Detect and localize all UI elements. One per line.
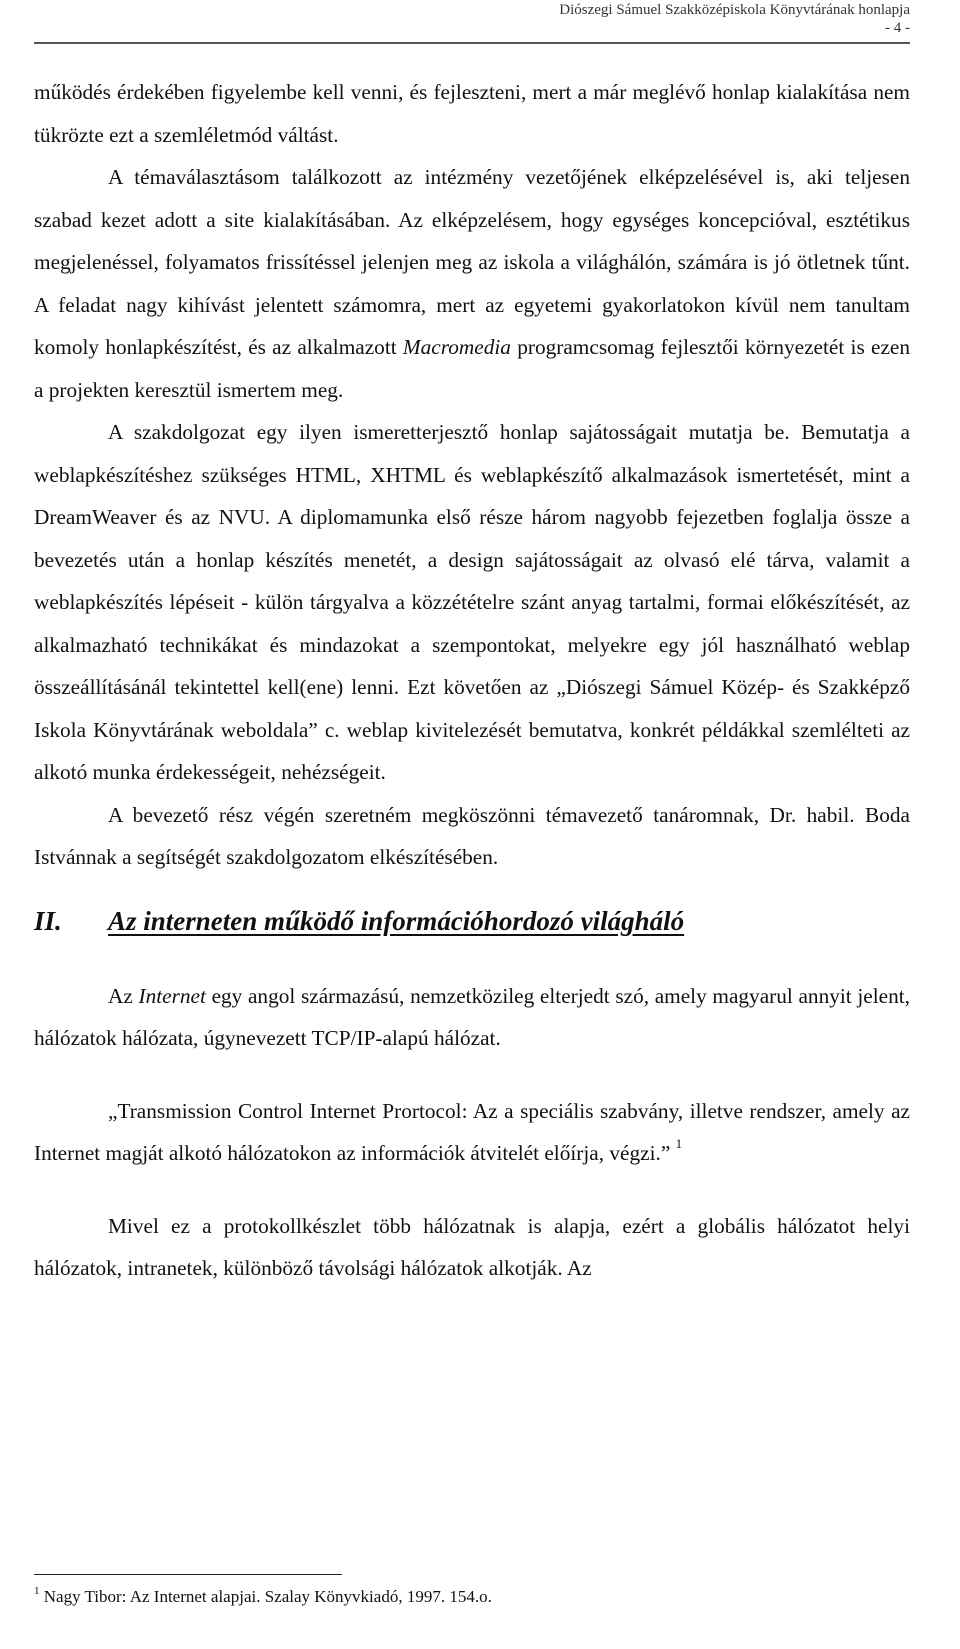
emphasis-macromedia: Macromedia <box>402 335 511 359</box>
paragraph-continuation: működés érdekében figyelembe kell venni, és fejleszteni, mert a már meglévő honlap kialakítása nem tükrözte ezt a szemléletmód váltást. <box>34 80 910 147</box>
paragraph-internet-definition <box>34 975 910 1060</box>
header-title: Diószegi Sámuel Szakközépiskola Könyvtárának honlapja <box>559 2 910 18</box>
footnote-marker: 1 <box>34 1585 40 1597</box>
document-body <box>34 71 910 1290</box>
quote-text: „Transmission Control Internet Prortocol: Az a speciális szabvány, illetve rendszer, amely az Internet magját alkotó hálózatokon az információk átvitelét előírja, végzi.” <box>34 1098 910 1165</box>
section-heading <box>34 901 910 941</box>
footnote <box>34 1587 492 1607</box>
footnote-text: Nagy Tibor: Az Internet alapjai. Szalay Könyvkiadó, 1997. 154.o. <box>39 1587 492 1606</box>
emphasis-internet: Internet <box>138 983 206 1008</box>
paragraph-tcp-quote <box>34 1090 910 1175</box>
paragraph-acknowledgement: A bevezető rész végén szeretném megköszönni témavezető tanáromnak, Dr. habil. Boda Istvánnak a segítségét szakdolgozatom elkészítésében. <box>34 802 910 869</box>
footnote-divider <box>34 1574 342 1575</box>
paragraph-text: egy angol származású, nemzetközileg elterjedt szó, amely magyarul annyit jelent, hálózatok hálózata, úgynevezett TCP/IP-alapú hálózat. <box>34 983 910 1050</box>
page-number: - 4 - <box>885 20 910 36</box>
paragraph-text: programcsomag fejlesztői környezetét is ezen a projekten keresztül ismertem meg. <box>34 335 910 402</box>
paragraph-text: Az <box>108 983 139 1008</box>
footnote-reference: 1 <box>675 1136 683 1151</box>
section-title: Az interneten működő információhordozó világháló <box>108 905 685 936</box>
paragraph-protocol: Mivel ez a protokollkészlet több hálózatnak is alapja, ezért a globális hálózatot helyi hálózatok, intranetek, különböző távolsági hálózatok alkotják. Az <box>34 1213 910 1280</box>
section-number: II. <box>34 905 62 936</box>
paragraph-thesis-overview: A szakdolgozat egy ilyen ismeretterjesztő honlap sajátosságait mutatja be. Bemutatja a weblapkészítéshez szükséges HTML, XHTML és weblapkészítő alkalmazások ismertetését, mint a DreamWeaver és az NVU. A diplomamunka első része három nagyobb fejezetben foglalja össze a bevezetés után a honlap készítés menetét, a design sajátosságait az olvasó elé tárva, valamit a weblapkészítés lépéseit - külön tárgyalva a közzétételre szánt anyag tartalmi, formai előkészítését, az alkalmazható technikákat és mindazokat a szempontokat, melyekre egy jól használható weblap összeállításánál tekintettel kell(ene) lenni. Ezt követően az „Diószegi Sámuel Közép- és Szakképző Iskola Könyvtárának weboldala” c. weblap kivitelezését bemutatva, konkrét példákkal szemlélteti az alkotó munka érdekességeit, nehézségeit. <box>34 420 910 784</box>
page-header <box>34 0 910 44</box>
paragraph-text: A témaválasztásom találkozott az intézmény vezetőjének elképzelésével is, aki teljesen szabad kezet adott a site kialakításában. Az elképzelésem, hogy egységes koncepcióval, esztétikus megjelenéssel, folyamatos frissítéssel jelenjen meg az iskola a világhálón, számára is jó ötletnek tűnt. A feladat nagy kihívást jelentett számomra, mert az egyetemi gyakorlatokon kívül nem tanultam komoly honlapkészítést, és az alkalmazott <box>34 165 910 359</box>
paragraph-topic-choice <box>34 156 910 411</box>
